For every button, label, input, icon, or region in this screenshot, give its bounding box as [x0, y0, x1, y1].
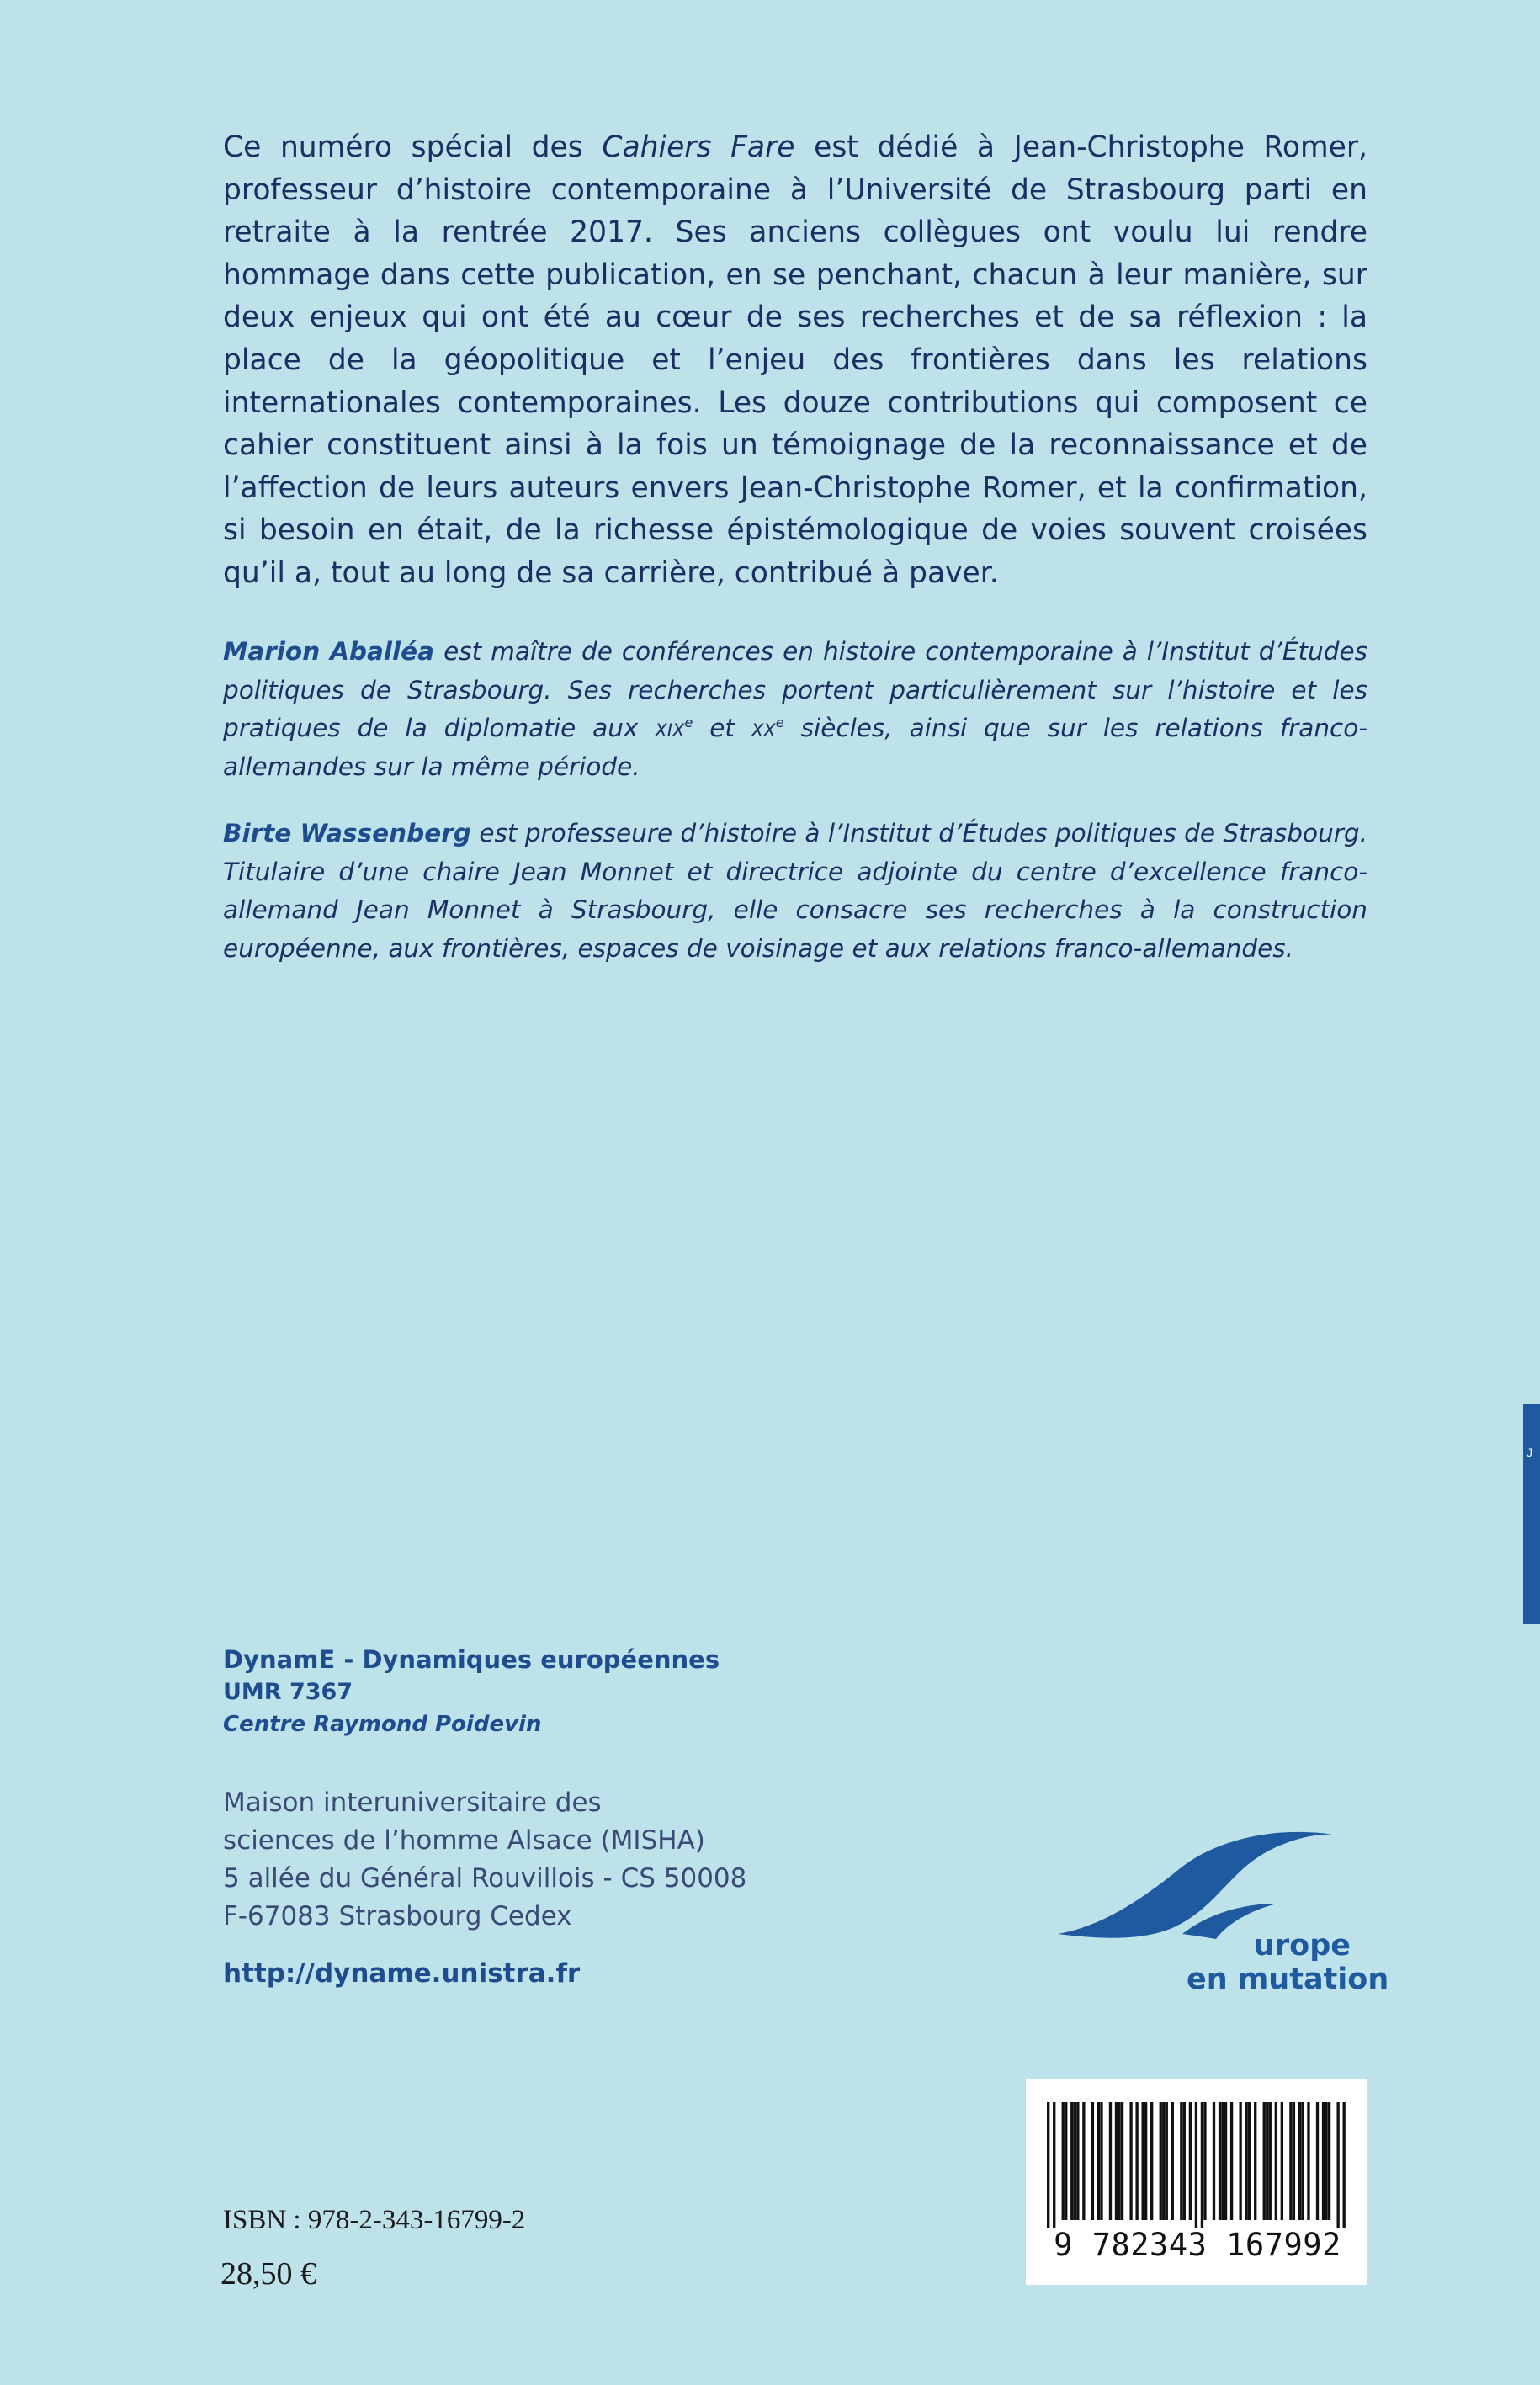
- barcode-bar: [1203, 2102, 1206, 2220]
- barcode-bar: [1289, 2102, 1292, 2220]
- barcode-bar: [1230, 2102, 1233, 2220]
- barcode-bar: [1109, 2102, 1112, 2220]
- bio-text: est professeure d’histoire à l’Institut d’Études politiques de Strasbourg. Titulaire d’une chaire Jean Monnet et directrice adjointe du centre d’excellence franco-allemand Jean Monnet à Strasbourg, elle consacre ses recherches à la construction européenne, aux frontières, espaces de voisinage et aux relations franco-allemandes.: [223, 819, 1367, 963]
- barcode-bar: [1160, 2102, 1162, 2220]
- barcode-bar: [1076, 2102, 1079, 2220]
- author-name: Birte Wassenberg: [223, 819, 471, 847]
- barcode-bar: [1221, 2102, 1224, 2220]
- spine-tab: [1523, 1404, 1540, 1624]
- research-unit-block: [223, 1643, 720, 1740]
- research-unit-number: UMR 7367: [223, 1679, 353, 1705]
- barcode-bar: [1195, 2102, 1197, 2228]
- barcode-bar: [1224, 2102, 1227, 2220]
- europe-en-mutation-logo: [1056, 1826, 1410, 1995]
- barcode-bar: [1245, 2102, 1248, 2220]
- barcode-bar: [1121, 2102, 1123, 2220]
- barcode-bar: [1316, 2102, 1319, 2220]
- author-name: Marion Aballéa: [223, 637, 435, 666]
- barcode-bar: [1047, 2102, 1049, 2228]
- barcode-bar: [1129, 2102, 1132, 2220]
- author-bio-aballea: [223, 633, 1367, 786]
- century-19: xix: [655, 714, 685, 742]
- barcode-bar: [1336, 2102, 1339, 2228]
- isbn-number: ISBN : 978-2-343-16799-2: [223, 2205, 526, 2235]
- barcode-bar: [1307, 2102, 1309, 2220]
- barcode-bar: [1166, 2102, 1168, 2220]
- barcode-bar: [1162, 2102, 1165, 2220]
- address-line: 5 allée du Général Rouvillois - CS 50008: [223, 1863, 747, 1894]
- address-line: F-67083 Strasbourg Cedex: [223, 1901, 572, 1931]
- barcode-bar: [1269, 2102, 1272, 2220]
- barcode-bar: [1144, 2102, 1147, 2220]
- barcode-bar: [1248, 2102, 1251, 2220]
- website-url[interactable]: http://dyname.unistra.fr: [223, 1958, 581, 1989]
- barcode-bar: [1150, 2102, 1153, 2220]
- author-bio-wassenberg: [223, 815, 1367, 968]
- barcode-bar: [1074, 2102, 1076, 2220]
- barcode-bar: [1325, 2102, 1327, 2220]
- barcode-bar: [1062, 2102, 1065, 2220]
- barcode-bar: [1275, 2102, 1277, 2220]
- barcode-bar: [1171, 2102, 1174, 2220]
- barcode-bar: [1213, 2102, 1215, 2220]
- barcode-bar: [1097, 2102, 1100, 2220]
- logo-word-urope: urope: [1254, 1929, 1351, 1963]
- postal-address: [223, 1784, 746, 1936]
- price: 28,50 €: [220, 2256, 316, 2292]
- barcode-bar: [1118, 2102, 1120, 2220]
- spine-tab-letter: J: [1527, 1446, 1532, 1459]
- barcode-bar: [1239, 2102, 1241, 2220]
- address-line: sciences de l’homme Alsace (MISHA): [223, 1825, 705, 1856]
- research-unit-title: DynamE - Dynamiques européennes: [223, 1645, 720, 1674]
- barcode-bar: [1263, 2102, 1266, 2220]
- barcode-bar: [1189, 2102, 1192, 2220]
- barcode-bar: [1115, 2102, 1118, 2220]
- barcode-bar: [1281, 2102, 1283, 2220]
- research-centre-name: Centre Raymond Poidevin: [223, 1712, 542, 1737]
- ordinal-suffix: e: [684, 714, 693, 731]
- barcode-bar: [1141, 2102, 1144, 2220]
- barcode-bar: [1328, 2102, 1330, 2220]
- barcode-bar: [1091, 2102, 1094, 2220]
- bio-text: est maître de conférences en histoire contemporaine à l’Institut d’Études politiques de Strasbourg. Ses recherches portent particulièrement sur l’histoire et les pratiques de la diplomatie aux: [223, 637, 1367, 742]
- bio-text-end: siècles, ainsi que sur les relations franco-allemandes sur la même période.: [223, 714, 1367, 781]
- barcode-bar: [1293, 2102, 1295, 2220]
- ordinal-suffix: e: [775, 714, 784, 731]
- summary-paragraph: [223, 126, 1367, 595]
- barcode-bar: [1298, 2102, 1301, 2220]
- address-line: Maison interuniversitaire des: [223, 1787, 602, 1818]
- summary-body: est dédié à Jean-Christophe Romer, professeur d’histoire contemporaine à l’Université de Strasbourg parti en retraite à la rentrée 2017. Ses anciens collègues ont voulu lui rendre hommage dans cette publication, en se penchant, chacun à leur manière, sur deux enjeux qui ont été au cœur de ses recherches et de sa réflexion : la place de la géopolitique et l’enjeu des frontières dans les relations internationales contemporaines. Les douze contributions qui composent ce cahier constituent ainsi à la fois un témoignage de la reconnaissance et de l’affection de leurs auteurs envers Jean-Christophe Romer, et la confirmation, si besoin en était, de la richesse épistémologique de voies souvent croisées qu’il a, tout au long de sa carrière, contribué à paver.: [223, 130, 1367, 590]
- logo-word-en-mutation: en mutation: [1187, 1963, 1389, 1996]
- barcode-bar: [1322, 2102, 1325, 2220]
- barcode-bar: [1100, 2102, 1102, 2220]
- century-20: xx: [751, 714, 776, 742]
- barcode-bar: [1135, 2102, 1138, 2220]
- barcode-bar: [1201, 2102, 1203, 2228]
- bio-text-conjunction: et: [693, 714, 751, 742]
- barcode-bars-icon: [1047, 2102, 1346, 2228]
- barcode-bar: [1219, 2102, 1221, 2220]
- barcode-bar: [1342, 2102, 1345, 2228]
- journal-title: Cahiers Fare: [602, 130, 795, 164]
- barcode-bar: [1254, 2102, 1256, 2220]
- barcode-bar: [1053, 2102, 1055, 2228]
- barcode-bar: [1082, 2102, 1085, 2220]
- barcode-bar: [1266, 2102, 1268, 2220]
- barcode-bar: [1065, 2102, 1067, 2220]
- barcode: [1026, 2079, 1367, 2285]
- barcode-bar: [1070, 2102, 1073, 2220]
- summary-intro: Ce numéro spécial des: [223, 130, 603, 164]
- barcode-bar: [1180, 2102, 1182, 2220]
- barcode-bar: [1183, 2102, 1186, 2220]
- barcode-bar: [1301, 2102, 1304, 2220]
- barcode-digits: 9 782343 167992: [1054, 2227, 1341, 2263]
